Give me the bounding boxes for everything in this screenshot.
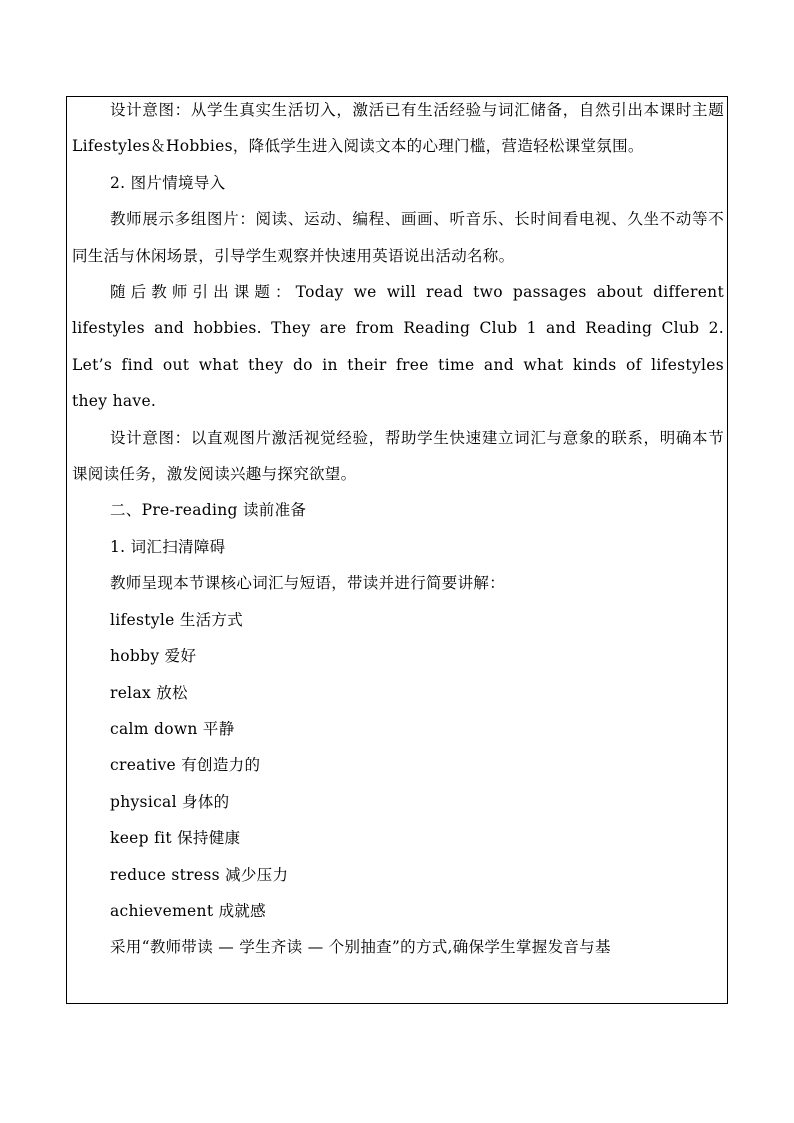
vocab-item: calm down 平静: [110, 719, 235, 738]
vocab-item: relax 放松: [110, 683, 188, 702]
intro-topic-line-3: Let’s find out what they do in their free time and what kinds of lifestyles: [72, 355, 724, 374]
pre-reading-heading: 二、Pre-reading 读前准备: [110, 501, 307, 520]
design-intent-paragraph-1: 设计意图：从学生真实生活切入，激活已有生活经验与词汇储备，自然引出本课时主题Lifestyles＆Hobbies，降低学生进入阅读文本的心理门槛，营造轻松课堂氛围。: [72, 101, 724, 156]
vocabulary-intro: 教师呈现本节课核心词汇与短语，带读并进行简要讲解：: [110, 574, 506, 593]
design-intent-paragraph-2: 设计意图：以直观图片激活视觉经验，帮助学生快速建立词汇与意象的联系，明确本节课阅读任务，激发阅读兴趣与探究欲望。: [72, 428, 724, 484]
teacher-pictures-paragraph: 教师展示多组图片：阅读、运动、编程、画画、听音乐、长时间看电视、久坐不动等不同生活与休闲场景，引导学生观察并快速用英语说出活动名称。: [72, 210, 724, 265]
vocab-item: keep fit 保持健康: [110, 829, 241, 848]
vocab-item: lifestyle 生活方式: [110, 610, 244, 629]
vocabulary-heading: 1. 词汇扫清障碍: [110, 537, 226, 556]
vocab-item: reduce stress 减少压力: [110, 865, 289, 884]
lesson-plan-content: [72, 92, 724, 966]
vocab-item: creative 有创造力的: [110, 756, 261, 775]
method-description-line: 采用“教师带读 — 学生齐读 — 个别抽查”的方式,确保学生掌握发音与基: [110, 938, 611, 957]
intro-topic-line-4: they have.: [72, 392, 157, 411]
vocab-item: hobby 爱好: [110, 647, 197, 666]
vocab-item: physical 身体的: [110, 792, 230, 811]
intro-topic-line-1: 随后教师引出课题：Today we will read two passages about different: [110, 283, 724, 302]
vocab-item: achievement 成就感: [110, 901, 266, 920]
intro-topic-line-2: lifestyles and hobbies. They are from Reading Club 1 and Reading Club 2.: [72, 319, 724, 338]
section-heading-picture-intro: 2. 图片情境导入: [110, 173, 226, 192]
